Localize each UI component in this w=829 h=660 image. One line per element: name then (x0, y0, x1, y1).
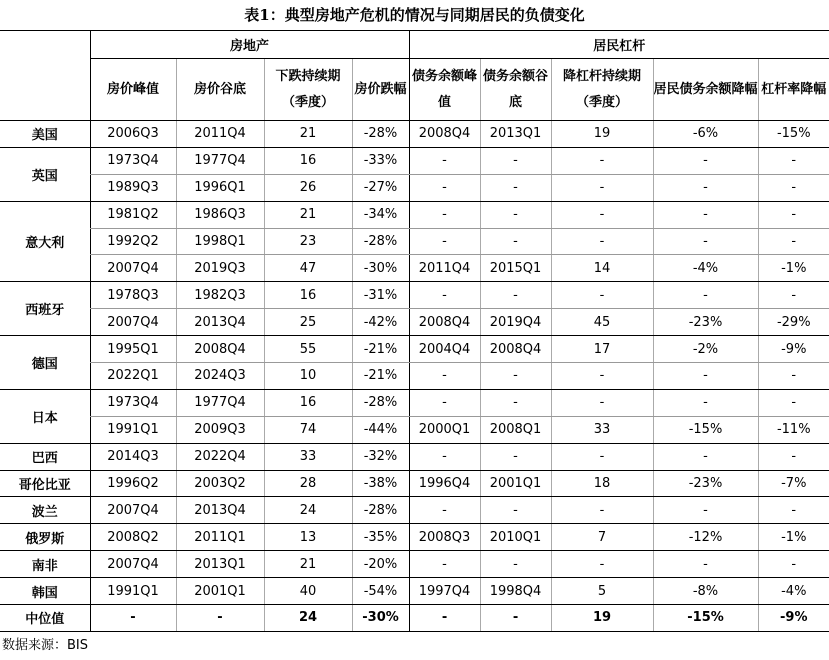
table-row (0, 282, 829, 309)
column-header: 房价谷底 (176, 59, 264, 121)
table-cell: - (758, 389, 829, 416)
country-name: 南非 (0, 551, 90, 578)
table-cell: 1991Q1 (90, 578, 176, 605)
table-cell: 1981Q2 (90, 201, 176, 228)
table-cell: -4% (758, 578, 829, 605)
table-cell: 2008Q4 (480, 336, 551, 363)
table-row (0, 147, 829, 174)
table-cell: 1977Q4 (176, 147, 264, 174)
table-cell: -9% (758, 605, 829, 632)
table-cell: 2009Q3 (176, 416, 264, 443)
table-cell: - (551, 174, 653, 201)
table-cell: 16 (264, 147, 352, 174)
table-cell: - (653, 174, 758, 201)
table-cell: -30% (352, 605, 409, 632)
corner-cell (0, 31, 90, 121)
table-cell: - (551, 201, 653, 228)
table-cell: -38% (352, 470, 409, 497)
table-cell: 7 (551, 524, 653, 551)
table-cell: - (653, 147, 758, 174)
country-name: 哥伦比亚 (0, 470, 90, 497)
table-cell: - (758, 228, 829, 255)
table-cell: -54% (352, 578, 409, 605)
table-cell: - (480, 389, 551, 416)
table-cell: 2013Q1 (176, 551, 264, 578)
table-cell: - (480, 147, 551, 174)
table-cell: 33 (551, 416, 653, 443)
table-cell: -27% (352, 174, 409, 201)
column-header: 杠杆率降幅 (758, 59, 829, 121)
table-cell: - (409, 443, 480, 470)
table-body (0, 121, 829, 632)
table-cell: 1995Q1 (90, 336, 176, 363)
table-cell: 1973Q4 (90, 389, 176, 416)
table-cell: - (409, 201, 480, 228)
table-cell: - (409, 228, 480, 255)
table-cell: 14 (551, 255, 653, 282)
table-cell: 1973Q4 (90, 147, 176, 174)
table-cell: 2003Q2 (176, 470, 264, 497)
table-cell: 2007Q4 (90, 255, 176, 282)
table-cell: 1996Q2 (90, 470, 176, 497)
table-cell: -34% (352, 201, 409, 228)
table-cell: - (409, 363, 480, 390)
table-cell: 24 (264, 605, 352, 632)
table-row (0, 228, 829, 255)
table-cell: 2011Q1 (176, 524, 264, 551)
table-cell: - (480, 228, 551, 255)
table-cell: - (758, 363, 829, 390)
table-cell: 2001Q1 (480, 470, 551, 497)
table-cell: - (480, 282, 551, 309)
table-cell: -33% (352, 147, 409, 174)
table-cell: 1996Q4 (409, 470, 480, 497)
table-cell: -32% (352, 443, 409, 470)
table-cell: 2013Q4 (176, 309, 264, 336)
table-cell: - (653, 443, 758, 470)
table-cell: -23% (653, 309, 758, 336)
table-cell: -9% (758, 336, 829, 363)
table-cell: 24 (264, 497, 352, 524)
table-cell: -1% (758, 255, 829, 282)
country-name: 巴西 (0, 443, 90, 470)
country-name: 波兰 (0, 497, 90, 524)
table-cell: 2007Q4 (90, 551, 176, 578)
table-row (0, 416, 829, 443)
table-row (0, 255, 829, 282)
table-cell: -15% (653, 605, 758, 632)
table-cell: - (551, 443, 653, 470)
table-cell: - (409, 282, 480, 309)
table-cell: 1982Q3 (176, 282, 264, 309)
table-cell: -15% (653, 416, 758, 443)
column-header: 降杠杆持续期（季度） (551, 59, 653, 121)
table-cell: 1996Q1 (176, 174, 264, 201)
table-cell: - (176, 605, 264, 632)
table-cell: 2011Q4 (409, 255, 480, 282)
table-cell: -21% (352, 363, 409, 390)
table-cell: - (551, 551, 653, 578)
table-cell: - (758, 497, 829, 524)
table-cell: -4% (653, 255, 758, 282)
table-cell: 1992Q2 (90, 228, 176, 255)
table-cell: -28% (352, 497, 409, 524)
table-cell: - (758, 282, 829, 309)
table-cell: 25 (264, 309, 352, 336)
table-cell: - (480, 443, 551, 470)
table-cell: -15% (758, 121, 829, 148)
table-cell: - (758, 174, 829, 201)
table-cell: 55 (264, 336, 352, 363)
country-name: 美国 (0, 121, 90, 148)
table-cell: -44% (352, 416, 409, 443)
table-cell: -8% (653, 578, 758, 605)
table-cell: 2007Q4 (90, 309, 176, 336)
table-cell: 2008Q2 (90, 524, 176, 551)
table-cell: 18 (551, 470, 653, 497)
table-cell: -29% (758, 309, 829, 336)
table-cell: 74 (264, 416, 352, 443)
table-cell: - (758, 201, 829, 228)
table-cell: 10 (264, 363, 352, 390)
table-cell: 21 (264, 201, 352, 228)
table-cell: -28% (352, 389, 409, 416)
table-cell: -21% (352, 336, 409, 363)
table-cell: - (653, 228, 758, 255)
table-cell: - (551, 389, 653, 416)
table-row (0, 389, 829, 416)
table-cell: 33 (264, 443, 352, 470)
table-cell: 2019Q3 (176, 255, 264, 282)
table-cell: -6% (653, 121, 758, 148)
table-cell: 45 (551, 309, 653, 336)
table-cell: 2022Q1 (90, 363, 176, 390)
table-cell: 23 (264, 228, 352, 255)
table-row (0, 497, 829, 524)
column-header: 债务余额谷底 (480, 59, 551, 121)
table-row (0, 524, 829, 551)
table-cell: 1991Q1 (90, 416, 176, 443)
table-cell: - (409, 605, 480, 632)
column-header: 债务余额峰值 (409, 59, 480, 121)
table-row (0, 443, 829, 470)
table-cell: -42% (352, 309, 409, 336)
table-cell: - (409, 147, 480, 174)
group-header-household-leverage: 居民杠杆 (409, 31, 829, 59)
table-cell: 21 (264, 551, 352, 578)
table-cell: -20% (352, 551, 409, 578)
table-cell: 5 (551, 578, 653, 605)
table-cell: -30% (352, 255, 409, 282)
table-cell: 26 (264, 174, 352, 201)
table-cell: 2007Q4 (90, 497, 176, 524)
table-row (0, 174, 829, 201)
table-row (0, 309, 829, 336)
table-cell: 1997Q4 (409, 578, 480, 605)
median-row (0, 605, 829, 632)
table-cell: 1998Q1 (176, 228, 264, 255)
table-cell: -35% (352, 524, 409, 551)
country-name: 日本 (0, 389, 90, 443)
country-name: 俄罗斯 (0, 524, 90, 551)
table-cell: - (653, 497, 758, 524)
table-cell: - (480, 174, 551, 201)
table-cell: - (758, 147, 829, 174)
table-cell: - (653, 389, 758, 416)
table-cell: 2011Q4 (176, 121, 264, 148)
table-cell: - (480, 497, 551, 524)
table-cell: 28 (264, 470, 352, 497)
table-cell: 2001Q1 (176, 578, 264, 605)
group-header-real-estate: 房地产 (90, 31, 409, 59)
table-row (0, 578, 829, 605)
table-cell: 2015Q1 (480, 255, 551, 282)
country-name: 英国 (0, 147, 90, 201)
table-cell: - (551, 228, 653, 255)
table-cell: - (758, 551, 829, 578)
column-header: 下跌持续期（季度） (264, 59, 352, 121)
table-cell: 2019Q4 (480, 309, 551, 336)
table-cell: 2008Q3 (409, 524, 480, 551)
country-name: 西班牙 (0, 282, 90, 336)
source-note: 数据来源：BIS (2, 637, 89, 653)
table-cell: - (551, 282, 653, 309)
table-cell: - (480, 551, 551, 578)
table-cell: 1989Q3 (90, 174, 176, 201)
table-cell: 40 (264, 578, 352, 605)
country-name: 韩国 (0, 578, 90, 605)
table-cell: - (409, 551, 480, 578)
table-cell: 2004Q4 (409, 336, 480, 363)
table-row (0, 551, 829, 578)
table-cell: 47 (264, 255, 352, 282)
table-cell: 2006Q3 (90, 121, 176, 148)
table-cell: 17 (551, 336, 653, 363)
table-row (0, 470, 829, 497)
table-cell: - (653, 201, 758, 228)
table-cell: -28% (352, 121, 409, 148)
table-cell: -7% (758, 470, 829, 497)
table-row (0, 363, 829, 390)
table-cell: 21 (264, 121, 352, 148)
table-cell: - (480, 605, 551, 632)
table-cell: -12% (653, 524, 758, 551)
table-cell: 2008Q1 (480, 416, 551, 443)
table-cell: 2008Q4 (176, 336, 264, 363)
table-cell: - (653, 551, 758, 578)
table-row (0, 121, 829, 148)
column-header: 房价峰值 (90, 59, 176, 121)
table-cell: -23% (653, 470, 758, 497)
median-label: 中位值 (0, 605, 90, 632)
table-cell: -31% (352, 282, 409, 309)
column-header: 房价跌幅 (352, 59, 409, 121)
table-cell: 16 (264, 389, 352, 416)
table-cell: 2000Q1 (409, 416, 480, 443)
country-name: 德国 (0, 336, 90, 390)
table-cell: -2% (653, 336, 758, 363)
table-cell: 13 (264, 524, 352, 551)
column-header: 居民债务余额降幅 (653, 59, 758, 121)
table-cell: 2008Q4 (409, 309, 480, 336)
table-cell: 2024Q3 (176, 363, 264, 390)
table-cell: 2014Q3 (90, 443, 176, 470)
table-cell: 2022Q4 (176, 443, 264, 470)
table-cell: 16 (264, 282, 352, 309)
table-cell: - (758, 443, 829, 470)
table-cell: - (551, 363, 653, 390)
table-cell: - (653, 363, 758, 390)
table-cell: 2010Q1 (480, 524, 551, 551)
table-cell: - (551, 147, 653, 174)
table-cell: 1998Q4 (480, 578, 551, 605)
table-cell: - (409, 389, 480, 416)
table-cell: - (480, 363, 551, 390)
table-cell: - (409, 497, 480, 524)
table-cell: - (551, 497, 653, 524)
table-cell: -28% (352, 228, 409, 255)
table-row (0, 201, 829, 228)
table-cell: - (90, 605, 176, 632)
table-cell: 2013Q1 (480, 121, 551, 148)
table-cell: 1978Q3 (90, 282, 176, 309)
table-cell: 19 (551, 605, 653, 632)
table-cell: - (480, 201, 551, 228)
table-row (0, 336, 829, 363)
table-cell: - (653, 282, 758, 309)
table-cell: -1% (758, 524, 829, 551)
crisis-table (0, 30, 829, 632)
table-cell: 1986Q3 (176, 201, 264, 228)
table-cell: 19 (551, 121, 653, 148)
table-cell: 2013Q4 (176, 497, 264, 524)
table-cell: - (409, 174, 480, 201)
table-cell: 2008Q4 (409, 121, 480, 148)
table-title: 表1：典型房地产危机的情况与同期居民的负债变化 (244, 6, 585, 24)
table-cell: -11% (758, 416, 829, 443)
country-name: 意大利 (0, 201, 90, 282)
table-cell: 1977Q4 (176, 389, 264, 416)
